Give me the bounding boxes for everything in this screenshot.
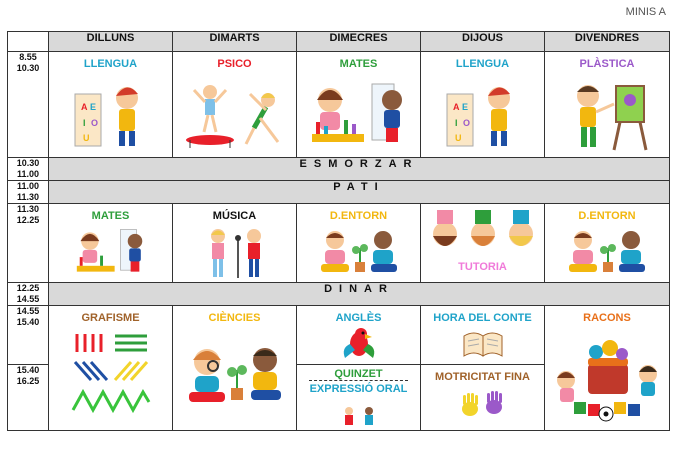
svg-text:O: O — [462, 118, 470, 128]
subject-label: TUTORIA — [458, 261, 507, 273]
subject-label-expressio: EXPRESSIÓ ORAL — [309, 383, 408, 395]
day-header-friday: DIVENDRES — [545, 32, 670, 52]
painted-hands-icon — [458, 391, 508, 419]
plant-kids-illustration — [565, 226, 649, 278]
day-header-wednesday: DIMECRES — [297, 32, 421, 52]
subject-label: D.ENTORN — [578, 210, 636, 222]
svg-text:U: U — [454, 133, 461, 143]
kids-circle-illustration — [425, 206, 541, 258]
subject-label-quinzet: QUINZET — [334, 368, 383, 380]
subject-label: HORA DEL CONTE — [433, 312, 532, 324]
day-header-monday: DILLUNS — [49, 32, 173, 52]
cell-thu-tutoria — [421, 204, 545, 283]
cell-fri-racons — [545, 306, 670, 431]
time-slot-7: 15.40 16.25 — [8, 365, 49, 431]
cell-wed-entorn — [297, 204, 421, 283]
subject-label: MATES — [91, 210, 130, 222]
cell-wed-angles — [297, 306, 421, 365]
cell-mon-llengua — [49, 52, 173, 158]
cell-tue-psico — [173, 52, 297, 158]
letters-child-illustration — [71, 80, 151, 150]
time-slot-1: 8.55 10.30 — [8, 52, 49, 158]
break-band-pati: PATI — [49, 181, 670, 204]
subject-label: MÚSICA — [212, 210, 257, 222]
svg-text:I: I — [82, 118, 86, 128]
svg-text:E: E — [89, 102, 96, 112]
cell-mon-grafisme — [49, 306, 173, 431]
subject-label: ANGLÈS — [335, 312, 382, 324]
time-slot-2: 10.30 11.00 — [8, 158, 49, 181]
subject-label: PLÀSTICA — [579, 58, 635, 70]
toys-corner-illustration — [552, 336, 662, 426]
cell-mon-mates — [49, 204, 173, 283]
cell-wed-mates — [297, 52, 421, 158]
subject-label: CIÈNCIES — [208, 312, 261, 324]
time-slot-6: 14.55 15.40 — [8, 306, 49, 365]
break-band-esmorzar: ESMORZAR — [49, 158, 670, 181]
graphism-strokes-illustration — [71, 332, 151, 416]
cell-thu-motricitat — [421, 365, 545, 431]
plant-kids-illustration — [317, 226, 401, 278]
math-kids-illustration — [71, 226, 151, 278]
science-kids-illustration — [183, 342, 287, 410]
subject-label: PSICO — [217, 58, 252, 70]
subject-label: MOTRICITAT FINA — [435, 371, 530, 383]
parrot-illustration — [339, 326, 379, 360]
talking-kids-illustration — [339, 405, 379, 427]
day-header-tuesday: DIMARTS — [173, 32, 297, 52]
svg-text:I: I — [454, 118, 458, 128]
subject-label: RACONS — [583, 312, 631, 324]
svg-text:A: A — [80, 102, 87, 112]
cell-thu-llengua — [421, 52, 545, 158]
time-slot-3: 11.00 11.30 — [8, 181, 49, 204]
corner-cell — [8, 32, 49, 52]
cell-thu-hora-conte — [421, 306, 545, 365]
exercise-kids-illustration — [180, 80, 290, 150]
open-book-icon — [462, 328, 504, 358]
weekly-schedule-table — [7, 31, 670, 431]
letters-child-illustration — [443, 80, 523, 150]
day-header-thursday: DIJOUS — [421, 32, 545, 52]
math-kids-illustration — [304, 80, 414, 150]
svg-text:E: E — [461, 102, 468, 112]
cell-tue-ciencies — [173, 306, 297, 431]
subject-label: LLENGUA — [455, 58, 510, 70]
break-band-dinar: DINAR — [49, 283, 670, 306]
subject-label: D.ENTORN — [329, 210, 388, 222]
cell-tue-musica — [173, 204, 297, 283]
subject-label: LLENGUA — [83, 58, 138, 70]
painting-child-illustration — [562, 80, 652, 152]
subject-label: MATES — [339, 58, 378, 70]
music-kids-illustration — [200, 226, 270, 280]
svg-text:O: O — [90, 118, 98, 128]
subject-label: GRAFISME — [81, 312, 140, 324]
cell-fri-entorn — [545, 204, 670, 283]
time-slot-5: 12.25 14.55 — [8, 283, 49, 306]
cell-wed-quinzet-expressio — [297, 365, 421, 431]
cell-fri-plastica — [545, 52, 670, 158]
class-label: MINIS A — [625, 6, 666, 18]
svg-text:A: A — [452, 102, 459, 112]
svg-text:U: U — [82, 133, 89, 143]
time-slot-4: 11.30 12.25 — [8, 204, 49, 283]
